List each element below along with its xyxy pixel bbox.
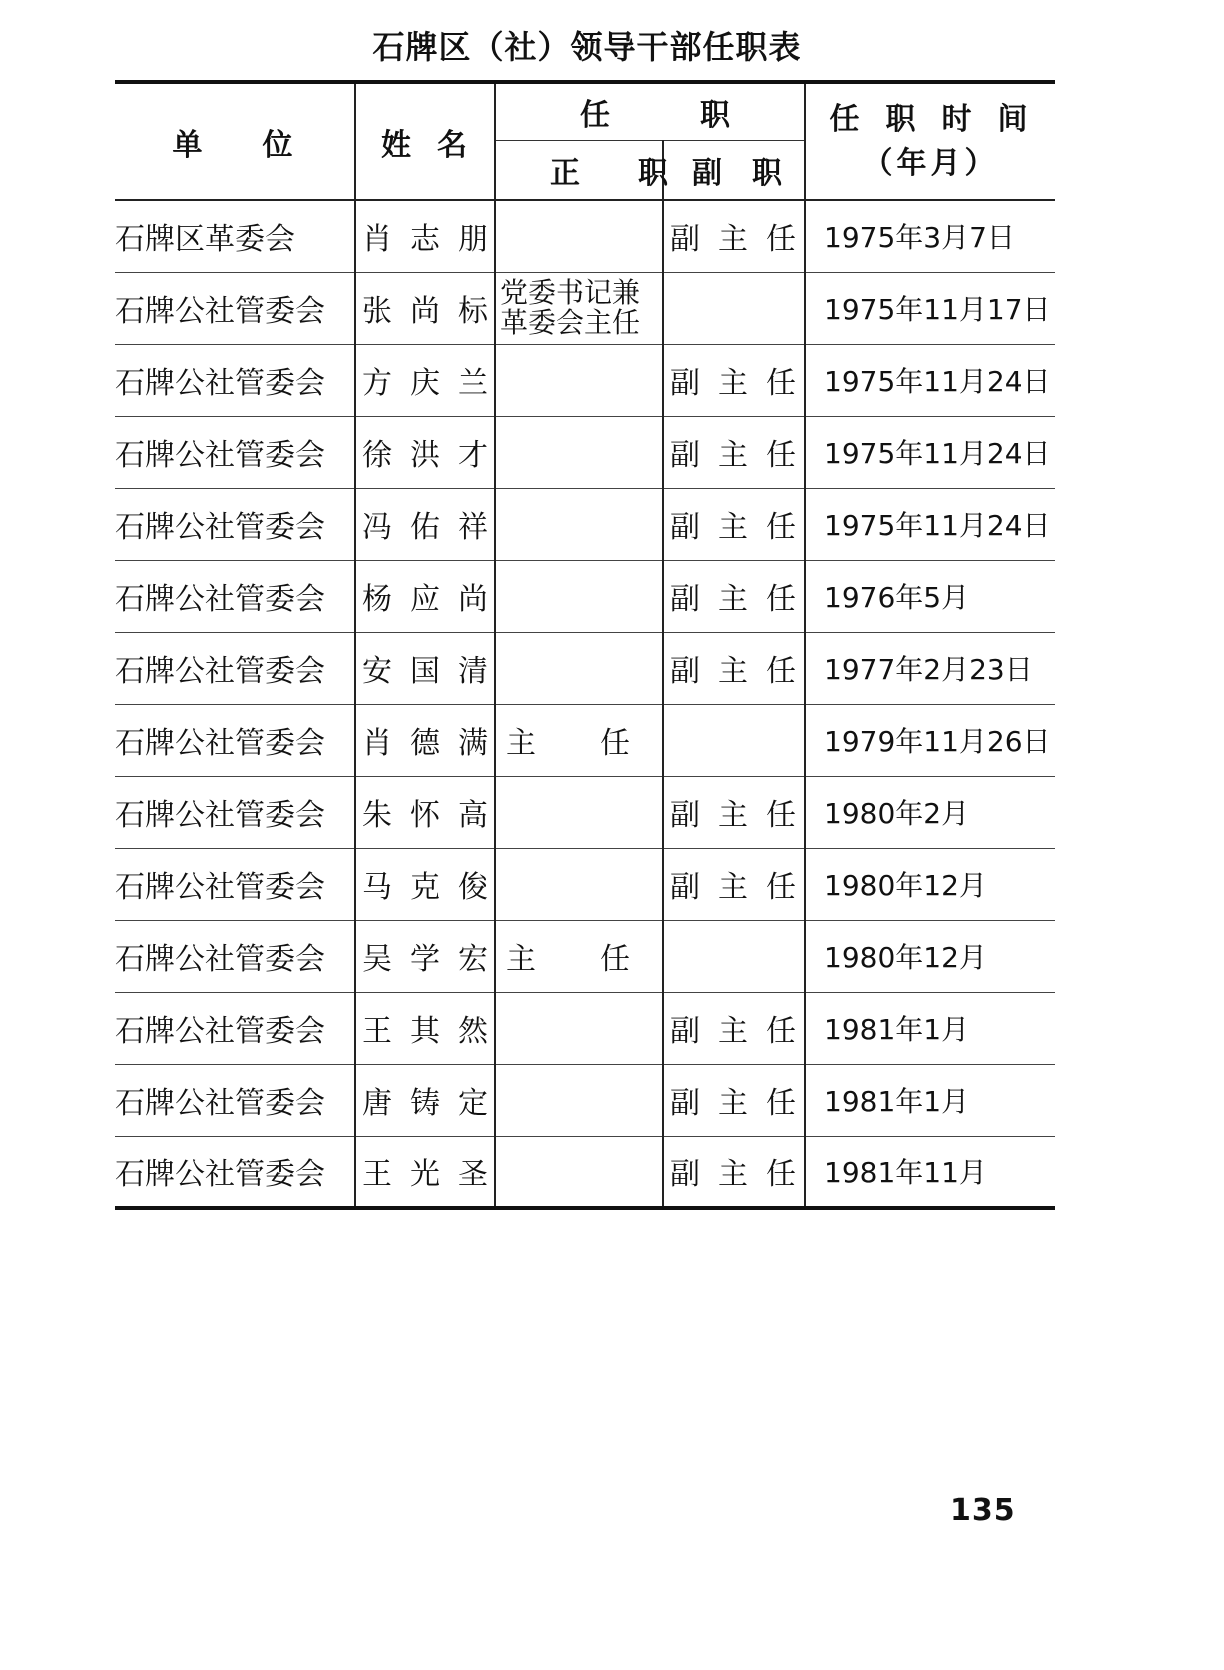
deputy-position-cell: 副主任	[663, 416, 805, 488]
table-row	[115, 848, 1055, 920]
name-cell: 安国清	[355, 632, 495, 704]
name-cell: 肖德满	[355, 704, 495, 776]
unit-cell: 石牌公社管委会	[115, 344, 355, 416]
unit-cell: 石牌公社管委会	[115, 920, 355, 992]
main-position-cell	[495, 632, 663, 704]
deputy-position-cell: 副主任	[663, 632, 805, 704]
name-cell: 杨应尚	[355, 560, 495, 632]
table-body	[115, 200, 1055, 1208]
deputy-position-cell: 副主任	[663, 1064, 805, 1136]
unit-cell: 石牌公社管委会	[115, 632, 355, 704]
main-position-cell: 党委书记兼革委会主任	[495, 272, 663, 344]
deputy-position-cell: 副主任	[663, 1136, 805, 1208]
unit-cell: 石牌公社管委会	[115, 560, 355, 632]
unit-cell: 石牌公社管委会	[115, 704, 355, 776]
table-row	[115, 920, 1055, 992]
name-cell: 王其然	[355, 992, 495, 1064]
table-row	[115, 992, 1055, 1064]
main-position-cell: 主任	[495, 920, 663, 992]
main-position-cell	[495, 416, 663, 488]
date-cell: 1977年2月23日	[805, 632, 1055, 704]
header-deputy: 副职	[663, 141, 805, 201]
date-cell: 1975年3月7日	[805, 200, 1055, 272]
date-cell: 1975年11月24日	[805, 488, 1055, 560]
date-cell: 1975年11月17日	[805, 272, 1055, 344]
table-row	[115, 1136, 1055, 1208]
table-row	[115, 632, 1055, 704]
table-row	[115, 200, 1055, 272]
header-date	[805, 82, 1055, 200]
name-cell: 冯佑祥	[355, 488, 495, 560]
main-position-cell: 主任	[495, 704, 663, 776]
page-number: 135	[950, 1493, 1016, 1528]
table-row	[115, 704, 1055, 776]
name-cell: 吴学宏	[355, 920, 495, 992]
date-cell: 1981年1月	[805, 992, 1055, 1064]
date-cell: 1975年11月24日	[805, 416, 1055, 488]
table-row	[115, 488, 1055, 560]
table-row	[115, 344, 1055, 416]
unit-cell: 石牌公社管委会	[115, 1136, 355, 1208]
date-cell: 1980年12月	[805, 848, 1055, 920]
table-row	[115, 776, 1055, 848]
main-position-cell	[495, 560, 663, 632]
name-cell: 徐洪才	[355, 416, 495, 488]
date-cell: 1980年12月	[805, 920, 1055, 992]
name-cell: 朱怀高	[355, 776, 495, 848]
unit-cell: 石牌公社管委会	[115, 776, 355, 848]
date-cell: 1980年2月	[805, 776, 1055, 848]
page-title: 石牌区（社）领导干部任职表	[372, 28, 802, 66]
name-cell: 唐铸定	[355, 1064, 495, 1136]
unit-cell: 石牌公社管委会	[115, 416, 355, 488]
date-cell: 1981年1月	[805, 1064, 1055, 1136]
deputy-position-cell: 副主任	[663, 200, 805, 272]
deputy-position-cell: 副主任	[663, 560, 805, 632]
unit-cell: 石牌公社管委会	[115, 848, 355, 920]
name-cell: 张尚标	[355, 272, 495, 344]
main-position-cell	[495, 488, 663, 560]
appointment-table	[115, 80, 1055, 1210]
main-position-cell	[495, 776, 663, 848]
main-position-cell	[495, 992, 663, 1064]
deputy-position-cell: 副主任	[663, 488, 805, 560]
main-position-cell	[495, 848, 663, 920]
date-cell: 1981年11月	[805, 1136, 1055, 1208]
main-position-cell	[495, 1136, 663, 1208]
unit-cell: 石牌公社管委会	[115, 1064, 355, 1136]
deputy-position-cell: 副主任	[663, 344, 805, 416]
table-row	[115, 272, 1055, 344]
main-position-cell	[495, 200, 663, 272]
deputy-position-cell: 副主任	[663, 848, 805, 920]
date-cell: 1979年11月26日	[805, 704, 1055, 776]
header-unit: 单位	[172, 127, 353, 163]
unit-cell: 石牌区革委会	[115, 200, 355, 272]
name-cell: 方庆兰	[355, 344, 495, 416]
name-cell: 马克俊	[355, 848, 495, 920]
deputy-position-cell	[663, 272, 805, 344]
unit-cell: 石牌公社管委会	[115, 272, 355, 344]
table-row	[115, 1064, 1055, 1136]
main-position-cell	[495, 344, 663, 416]
header-name: 姓名	[355, 82, 495, 200]
table-row	[115, 416, 1055, 488]
header-date-line2: （年月）	[862, 145, 999, 181]
unit-cell: 石牌公社管委会	[115, 488, 355, 560]
main-position-cell	[495, 1064, 663, 1136]
header-date-line1: 任职时间	[829, 101, 1054, 137]
header-main: 正职	[495, 141, 663, 201]
deputy-position-cell: 副主任	[663, 992, 805, 1064]
deputy-position-cell: 副主任	[663, 776, 805, 848]
table-row	[115, 560, 1055, 632]
name-cell: 王光圣	[355, 1136, 495, 1208]
header-duty: 任职	[495, 82, 805, 141]
date-cell: 1976年5月	[805, 560, 1055, 632]
name-cell: 肖志朋	[355, 200, 495, 272]
date-cell: 1975年11月24日	[805, 344, 1055, 416]
unit-cell: 石牌公社管委会	[115, 992, 355, 1064]
